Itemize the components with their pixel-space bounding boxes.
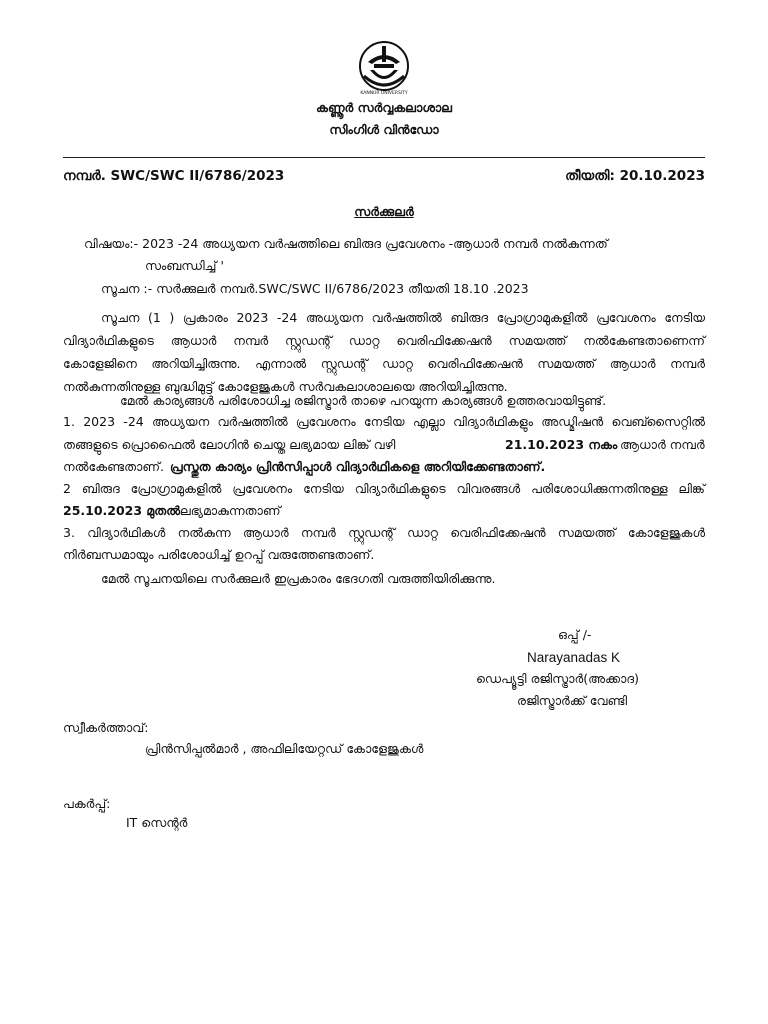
item-2-date: 25.10.2023 മുതൽ <box>63 503 181 518</box>
office-name: സിംഗിൾ വിൻഡോ <box>329 122 439 137</box>
paragraph-1-line-3: കോളേജിനെ അറിയിച്ചിരുന്നു. എന്നാൽ സ്റ്റുഡന്റ് ഡാറ്റ വെരിഫിക്കേഷൻ സമയത്ത് ആധാർ നമ്പർ <box>63 356 705 371</box>
item-3-line-1: 3. വിദ്യാർഥികൾ നൽകുന്ന ആധാർ നമ്പർ സ്റ്റുഡന്റ് ഡാറ്റ വെരിഫിക്കേഷൻ സമയത്ത് കോളേജുകൾ <box>63 525 705 540</box>
recipients-list: പ്രിൻസിപ്പൽമാർ , അഫിലിയേറ്റഡ് കോളേജുകൾ <box>145 741 424 756</box>
item-1-line-2a: തങ്ങളുടെ പ്രൊഫൈൽ ലോഗിൻ ചെയ്ത ലഭ്യമായ ലിങ്ക് വഴി <box>63 437 396 452</box>
reference-line: സൂചന :- സർക്കുലർ നമ്പർ.SWC/SWC II/6786/2023 തീയതി 18.10 .2023 <box>101 281 529 296</box>
circular-title: സർക്കുലർ <box>354 204 414 219</box>
item-1-line-3a: നൽകേണ്ടതാണ്. <box>63 459 164 474</box>
circular-date: തീയതി: 20.10.2023 <box>565 168 705 184</box>
paragraph-1-line-2: വിദ്യാർഥികളുടെ ആധാർ നമ്പർ സ്റ്റുഡന്റ് ഡാറ്റ വെരിഫിക്കേഷൻ സമയത്ത് നൽകേണ്ടതാണെന്ന് <box>63 333 705 348</box>
paragraph-1-line-1: സൂചന (1 ) പ്രകാരം 2023 -24 അധ്യയന വർഷത്തിൽ ബിരുദ പ്രോഗ്രാമുകളിൽ പ്രവേശനം നേടിയ <box>101 310 705 325</box>
signatory-designation: ഡെപ്യൂട്ടി രജിസ്ട്രാർ(അക്കാദ) <box>476 671 639 686</box>
item-1-line-2c: ആധാർ നമ്പർ <box>620 437 705 452</box>
signed-mark: ഒപ്പ് /- <box>558 627 592 642</box>
paragraph-1-line-4: നൽകുന്നതിനുള്ള ബുദ്ധിമുട്ട് കോളേജുകൾ സർവകലാശാലയെ അറിയിച്ചിരുന്നു. <box>63 379 508 394</box>
paragraph-2: മേൽ കാര്യങ്ങൾ പരിശോധിച്ച രജിസ്ട്രാർ താഴെ പറയുന്ന കാര്യങ്ങൾ ഉത്തരവായിട്ടുണ്ട്. <box>120 393 607 408</box>
university-name: കണ്ണൂർ സർവ്വകലാശാല <box>316 100 452 115</box>
item-1-deadline: 21.10.2023 നകം <box>505 437 618 452</box>
item-1-principal-note: പ്രസ്തുത കാര്യം പ്രിൻസിപ്പാൾ വിദ്യാർഥികളെ അറിയിക്കേണ്ടതാണ്. <box>170 459 546 474</box>
item-2-line-2b: ലഭ്യമാകുന്നതാണ് <box>180 503 281 518</box>
svg-text:KANNUR UNIVERSITY: KANNUR UNIVERSITY <box>360 91 408 96</box>
copy-to: IT സെന്റർ <box>126 815 188 830</box>
university-logo <box>352 40 416 96</box>
reference-number: നമ്പർ. SWC/SWC II/6786/2023 <box>63 168 285 184</box>
subject-line-1: വിഷയം:- 2023 -24 അധ്യയന വർഷത്തിലെ ബിരുദ പ്രവേശനം -ആധാർ നമ്പർ നൽകുന്നത് <box>84 236 608 251</box>
recipients-label: സ്വീകർത്താവ്: <box>63 720 149 735</box>
item-2-line-1: 2 ബിരുദ പ്രോഗ്രാമുകളിൽ പ്രവേശനം നേടിയ വിദ്യാർഥികളുടെ വിവരങ്ങൾ പരിശോധിക്കുന്നതിനുള്ള ലിങ്ക് <box>63 481 705 496</box>
on-behalf-of: രജിസ്ട്രാർക്ക് വേണ്ടി <box>517 693 628 708</box>
subject-line-2: സംബന്ധിച്ച് ' <box>145 258 224 273</box>
item-1-line-1: 1. 2023 -24 അധ്യയന വർഷത്തിൽ പ്രവേശനം നേടിയ എല്ലാ വിദ്യാർഥികളും അഡ്മിഷൻ വെബ്സൈറ്റിൽ <box>63 414 705 429</box>
closing-line: മേൽ സൂചനയിലെ സർക്കുലർ ഇപ്രകാരം ഭേദഗതി വരുത്തിയിരിക്കുന്നു. <box>101 571 496 586</box>
header-divider <box>63 157 705 158</box>
copy-label: പകർപ്പ്: <box>63 796 111 811</box>
item-3-line-2: നിർബന്ധമായും പരിശോധിച്ച് ഉറപ്പ് വരുത്തേണ്ടതാണ്. <box>63 547 375 562</box>
signatory-name: Narayanadas K <box>527 650 621 665</box>
